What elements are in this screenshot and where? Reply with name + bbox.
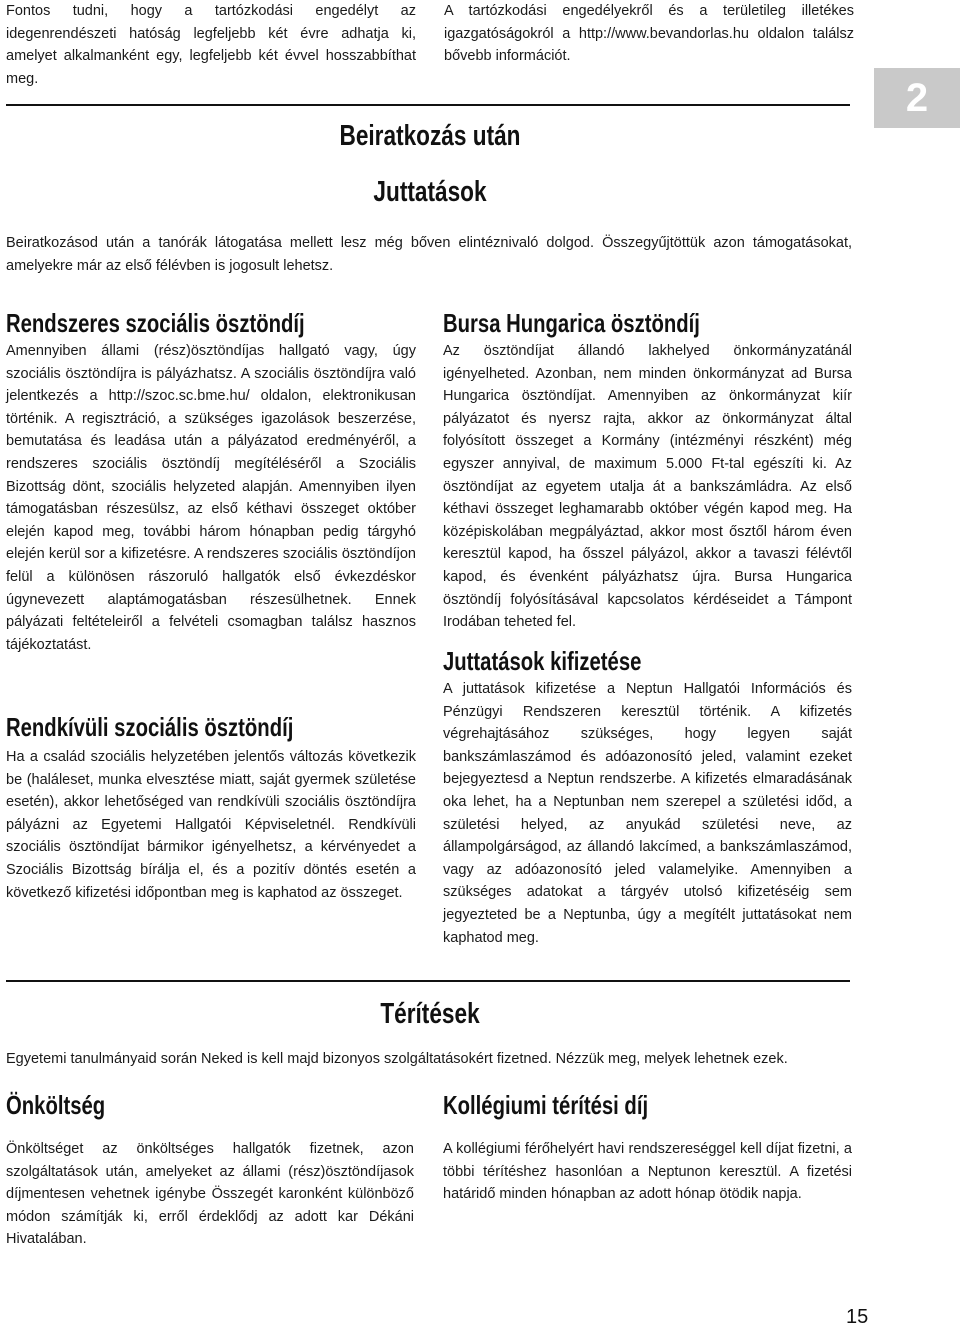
bursa-title: Bursa Hungarica ösztöndíj: [443, 308, 700, 338]
top-right-paragraph: A tartózkodási engedélyekről és a területileg illetékes igazgatóságokról a http://www.bevandorlas.hu oldalon találsz bővebb információt.: [444, 3, 854, 65]
kifizetes-title: Juttatások kifizetése: [443, 646, 642, 676]
onkoltseg-body: Önköltséget az önköltséges hallgatók fizetnek, azon szolgáltatások után, amelyeket az állami (rész)ösztöndíjasok díjmentesen vehetnek igénybe Összegét karonként különböző módon számítják ki, erről érdeklődj az adott kar Dékáni Hivatalában.: [6, 1141, 414, 1248]
page-number: 15: [846, 1306, 869, 1328]
juttatasok-intro: Beiratkozásod után a tanórák látogatása mellett lesz még bőven elintéznivaló dolgod. Összegyűjtöttük azon támogatásokat, amelyekre már az első félévben is jogosult lehetsz.: [6, 235, 852, 274]
section-title: Beiratkozás után: [339, 120, 521, 152]
teritesek-title: Térítések: [380, 998, 480, 1030]
rendkivuli-title: Rendkívüli szociális ösztöndíj: [6, 712, 294, 742]
kollegium-body: A kollégiumi férőhelyért havi rendszereséggel kell díjat fizetni, a többi térítéshez hasonlóan a Neptunon keresztül. A fizetési határidő minden hónapban az adott hónap ötödik napja.: [443, 1141, 852, 1203]
section-title-wrap: [230, 120, 630, 152]
subsection-title-wrap: [230, 176, 630, 208]
rendkivuli-body: Ha a család szociális helyzetében jelentős változás következik be (haláleset, munka elvesztése miatt, saját gyermek születése esetén), akkor lehetőséged van rendkívüli szociális ösztöndíjra pályázni az Egyetemi Hallgatói Képviseletnél. Rendkívüli szociális ösztöndíjat bármikor igényelhetsz, a kérvényedet a Szociális Bizottság bírálja el, és a pozitív döntés esetén a következő kifizetési időpontban meg is kaphatod az összeget.: [6, 749, 416, 901]
teritesek-intro: Egyetemi tanulmányaid során Neked is kell majd bizonyos szolgáltatásokért fizetned. Nézzük meg, melyek lehetnek ezek.: [6, 1051, 788, 1067]
onkoltseg-title: Önköltség: [6, 1090, 106, 1120]
bursa-body: Az ösztöndíjat állandó lakhelyed önkormányzatánál igényelheted. Azonban, nem minden önkormányzat ad Bursa Hungarica ösztöndíjat. Amennyiben az önkormányzat kiír pályázatot és nyersz rajta, akkor az önkormányzat által folyósított összeget a Kormány (intézményi részként) még egyszer annyival, de maximum 5.000 Ft-tal egészíti ki. Az ösztöndíjat az egyetem utalja át a bankszámládra. Az első kéthavi összeget leghamarabb október végén kapod meg. Ha középiskolában megpályáztad, akkor most ősztől három éven keresztül kapod, ha ősszel pályázol, akkor a tavaszi félévtől kapod, és évenként pályázhatsz újra. Bursa Hungarica ösztöndíj folyósításával kapcsolatos kérdéseidet a Támpont Irodában teheted fel.: [443, 343, 852, 631]
top-left-paragraph: Fontos tudni, hogy a tartózkodási engedélyt az idegenrendészeti hatóság legfeljebb két évre adhatja ki, amelyet alkalmanként egy, legfeljebb két évvel hosszabbíthat meg.: [6, 3, 416, 87]
kollegium-title: Kollégiumi térítési díj: [443, 1090, 649, 1120]
subsection-title: Juttatások: [373, 176, 487, 208]
rendszeres-body: Amennyiben állami (rész)ösztöndíjas hallgató vagy, úgy szociális ösztöndíjra is pályázhatsz. A szociális ösztöndíjra való jelentkezés a http://szoc.sc.bme.hu/ oldalon, elektronikusan történik. A regisztráció, a szükséges igazolások beszerzése, bemutatása és leadása után a pályázatod eredményéről, a rendszeres szociális ösztöndíj megítéléséről a Szociális Bizottság dönt, szociális helyzeted alapján. Amennyiben ilyen támogatásban részesülsz, az első kéthavi összeget október elején kapod meg, további három hónapban pedig tárgyhó elején kerül sor a kifizetésre. A rendszeres szociális ösztöndíjon felül a különösen rászoruló hallgatók első évkezdéskor úgynevezett alaptámogatásban részesülhetnek. Ennek pályázati feltételeiről a felvételi csomagban találsz hasznos tájékoztatást.: [6, 343, 416, 653]
teritesek-title-wrap: [230, 998, 630, 1030]
teritesek-rule: [6, 980, 850, 982]
chapter-tab: 2: [874, 68, 960, 128]
kifizetes-body: A juttatások kifizetése a Neptun Hallgatói Információs és Pénzügyi Rendszeren keresztül történik. A kifizetés végrehajtásához szükséges, hogy legyen saját bankszámlaszámod és adóazonosító jeled, valamint ezeket bejegyeztesd a Neptun rendszerbe. A kifizetés elmaradásának oka lehet, ha a Neptunban nem szerepel a születési időd, a születési helyed, az anyukád születési neve, az állampolgárságod, az állandó lakcímed, a bankszámlaszámod, vagy az adóazonosító jeled valamelyike. Amennyiben a szükséges adatokat a tárgyév utolsó kifizetéséig sem jegyezteted be a Neptunba, úgy a megítélt juttatásokat nem kaphatod meg.: [443, 681, 852, 946]
rendszeres-title: Rendszeres szociális ösztöndíj: [6, 308, 305, 338]
section-rule: [6, 104, 850, 106]
